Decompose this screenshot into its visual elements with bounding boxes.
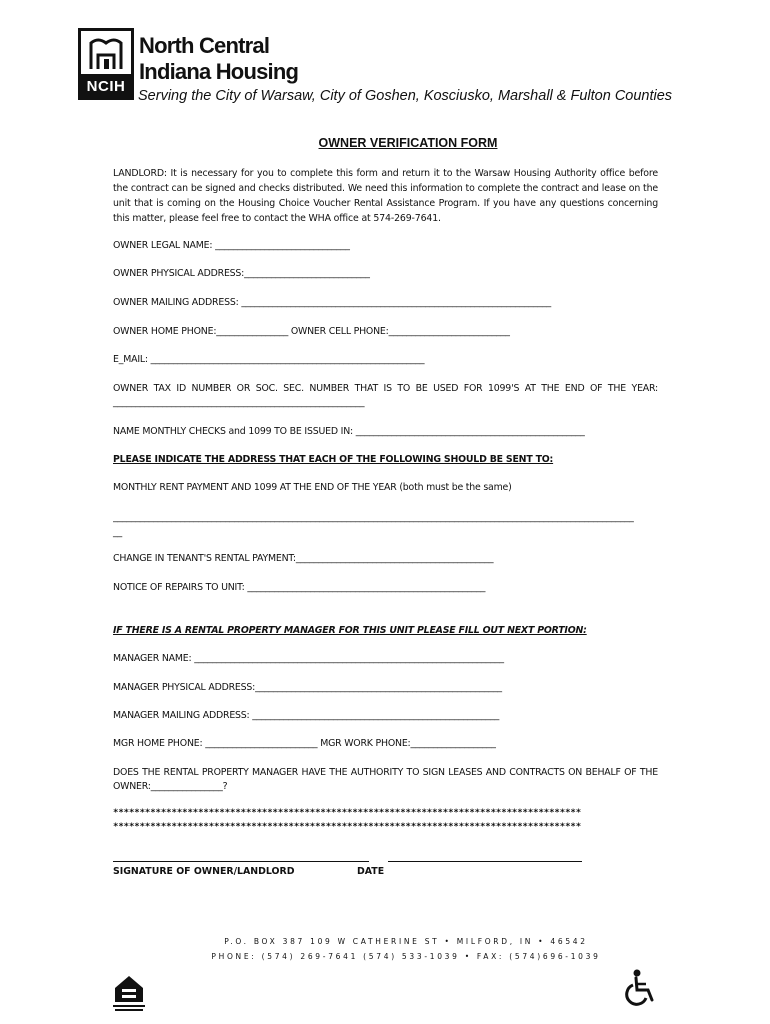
separator-stars-1: **************************************************************************************** xyxy=(113,808,582,818)
authority-answer-field[interactable]: OWNER:________________? xyxy=(113,781,228,792)
org-name-line2: Indiana Housing xyxy=(139,59,299,84)
signature-line[interactable] xyxy=(113,861,369,862)
authority-question: DOES THE RENTAL PROPERTY MANAGER HAVE THE AUTHORITY TO SIGN LEASES AND CONTRACTS ON BEHALF OF THE xyxy=(113,767,658,778)
house-logo-icon xyxy=(81,31,131,75)
tagline: Serving the City of Warsaw, City of Goshen, Kosciusko, Marshall & Fulton Counties xyxy=(138,88,673,104)
tax-id-field[interactable]: ________________________________________________________ xyxy=(113,397,365,408)
email-field[interactable]: E_MAIL: _____________________________________________________________ xyxy=(113,354,425,365)
monthly-rent-field-cont[interactable]: __ xyxy=(113,527,122,538)
wheelchair-accessibility-icon xyxy=(624,968,658,1008)
owner-legal-name-field[interactable]: OWNER LEGAL NAME: ______________________________ xyxy=(113,240,350,251)
address-heading: PLEASE INDICATE THE ADDRESS THAT EACH OF THE FOLLOWING SHOULD BE SENT TO: xyxy=(113,454,554,465)
logo-abbreviation: NCIH xyxy=(78,74,134,100)
manager-heading: IF THERE IS A RENTAL PROPERTY MANAGER FOR THIS UNIT PLEASE FILL OUT NEXT PORTION: xyxy=(113,625,587,636)
form-title: OWNER VERIFICATION FORM xyxy=(318,136,498,150)
footer-phone: PHONE: (574) 269-7641 (574) 533-1039 • FAX: (574)696-1039 xyxy=(211,952,601,961)
org-name-line1: North Central xyxy=(139,33,270,58)
footer-address: P.O. BOX 387 109 W CATHERINE ST • MILFORD, IN • 46542 xyxy=(224,937,588,946)
intro-paragraph: LANDLORD: It is necessary for you to complete this form and return it to the Warsaw Housing Authority office before the contract can be signed and checks distributed. We need this information to complete the contract and lease on the unit that is coming on the Housing Choice Voucher Rental Assistance Program. If you have any questions concerning this matter, please feel free to contact the WHA office at 574-269-7641. xyxy=(113,168,658,224)
tenant-payment-field[interactable]: CHANGE IN TENANT'S RENTAL PAYMENT:____________________________________________ xyxy=(113,553,494,564)
manager-name-field[interactable]: MANAGER NAME: _____________________________________________________________________ xyxy=(113,653,504,664)
tax-id-label: OWNER TAX ID NUMBER OR SOC. SEC. NUMBER THAT IS TO BE USED FOR 1099'S AT THE END OF THE YEAR: xyxy=(113,383,658,394)
owner-mailing-address-field[interactable]: OWNER MAILING ADDRESS: _____________________________________________________________________ xyxy=(113,297,551,308)
monthly-rent-field[interactable]: ____________________________________________________________________________________________________________________ xyxy=(113,512,634,523)
owner-phones-field[interactable]: OWNER HOME PHONE:________________ OWNER CELL PHONE:___________________________ xyxy=(113,326,510,337)
mgr-phones-field[interactable]: MGR HOME PHONE: _________________________ MGR WORK PHONE:___________________ xyxy=(113,738,496,749)
repairs-field[interactable]: NOTICE OF REPAIRS TO UNIT: _____________________________________________________ xyxy=(113,582,486,593)
separator-stars-2: **************************************************************************************** xyxy=(113,822,582,832)
monthly-rent-label: MONTHLY RENT PAYMENT AND 1099 AT THE END OF THE YEAR (both must be the same) xyxy=(113,482,512,493)
date-line[interactable] xyxy=(388,861,582,862)
signature-label: SIGNATURE OF OWNER/LANDLORD xyxy=(113,866,295,877)
equal-housing-opportunity-icon xyxy=(110,972,148,1014)
owner-physical-address-field[interactable]: OWNER PHYSICAL ADDRESS:____________________________ xyxy=(113,268,370,279)
checks-name-field[interactable]: NAME MONTHLY CHECKS and 1099 TO BE ISSUED IN: ___________________________________________________ xyxy=(113,426,585,437)
manager-physical-address-field[interactable]: MANAGER PHYSICAL ADDRESS:_______________________________________________________ xyxy=(113,682,502,693)
manager-mailing-address-field[interactable]: MANAGER MAILING ADDRESS: _______________________________________________________ xyxy=(113,710,500,721)
date-label: DATE xyxy=(357,866,385,877)
